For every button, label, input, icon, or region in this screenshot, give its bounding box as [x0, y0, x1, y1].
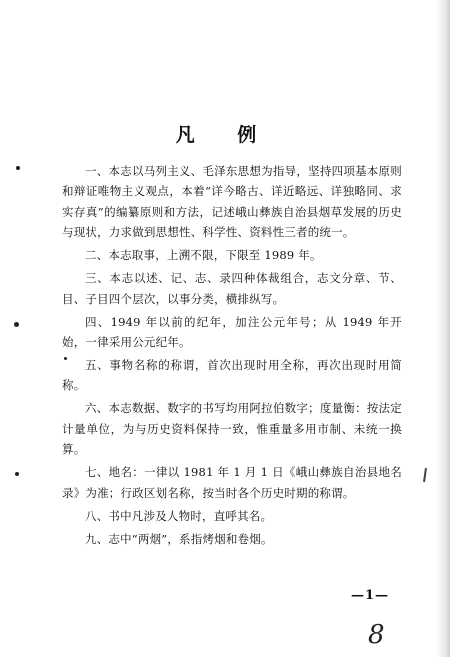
paragraph-2: 二、本志取事，上溯不限，下限至 1989 年。: [85, 248, 322, 263]
paragraph-6: 六、本志数据、数字的书写均用阿拉伯数字；度量衡：按法定计量单位，为与历史资料保持一致，惟重量多用市制、未统一换算。: [62, 401, 402, 457]
scan-edge-shadow: [436, 0, 450, 657]
page-title: 凡 例: [175, 124, 275, 146]
scan-speck: [15, 472, 19, 476]
scan-speck: [16, 166, 20, 170]
paragraph-8: 八、书中凡涉及人物时，直呼其名。: [85, 508, 273, 523]
paragraph-1: 一、本志以马列主义、毛泽东思想为指导，坚持四项基本原则和辩证唯物主义观点，本着“详今略古、详近略远、详独略同、求实存真”的编纂原则和方法，记述峨山彝族自治县烟草发展的历史与现状，力求做到思想性、科学性、资料性三者的统一。: [62, 164, 402, 240]
paragraph-5: 五、事物名称的称谓，首次出现时用全称，再次出现时用简称。: [62, 358, 402, 393]
paragraph-7: 七、地名：一律以 1981 年 1 月 1 日《峨山彝族自治县地名录》为准；行政区划名称，按当时各个历史时期的称谓。: [62, 465, 402, 500]
pencil-tick-mark: [423, 468, 427, 482]
page-number: —1—: [350, 588, 390, 603]
document-body: [62, 161, 402, 552]
paragraph-4: 四、1949 年以前的纪年，加注公元年号；从 1949 年开始，一律采用公元纪年。: [62, 314, 402, 350]
paragraph-3: 三、本志以述、记、志、录四种体裁组合，志文分章、节、目、子目四个层次，以事分类，横排纵写。: [62, 271, 402, 306]
handwritten-number: 8: [368, 620, 385, 650]
scan-speck: [14, 322, 19, 327]
paragraph-9: 九、志中“两烟”，系指烤烟和卷烟。: [85, 531, 273, 546]
scan-speck: [64, 357, 67, 360]
